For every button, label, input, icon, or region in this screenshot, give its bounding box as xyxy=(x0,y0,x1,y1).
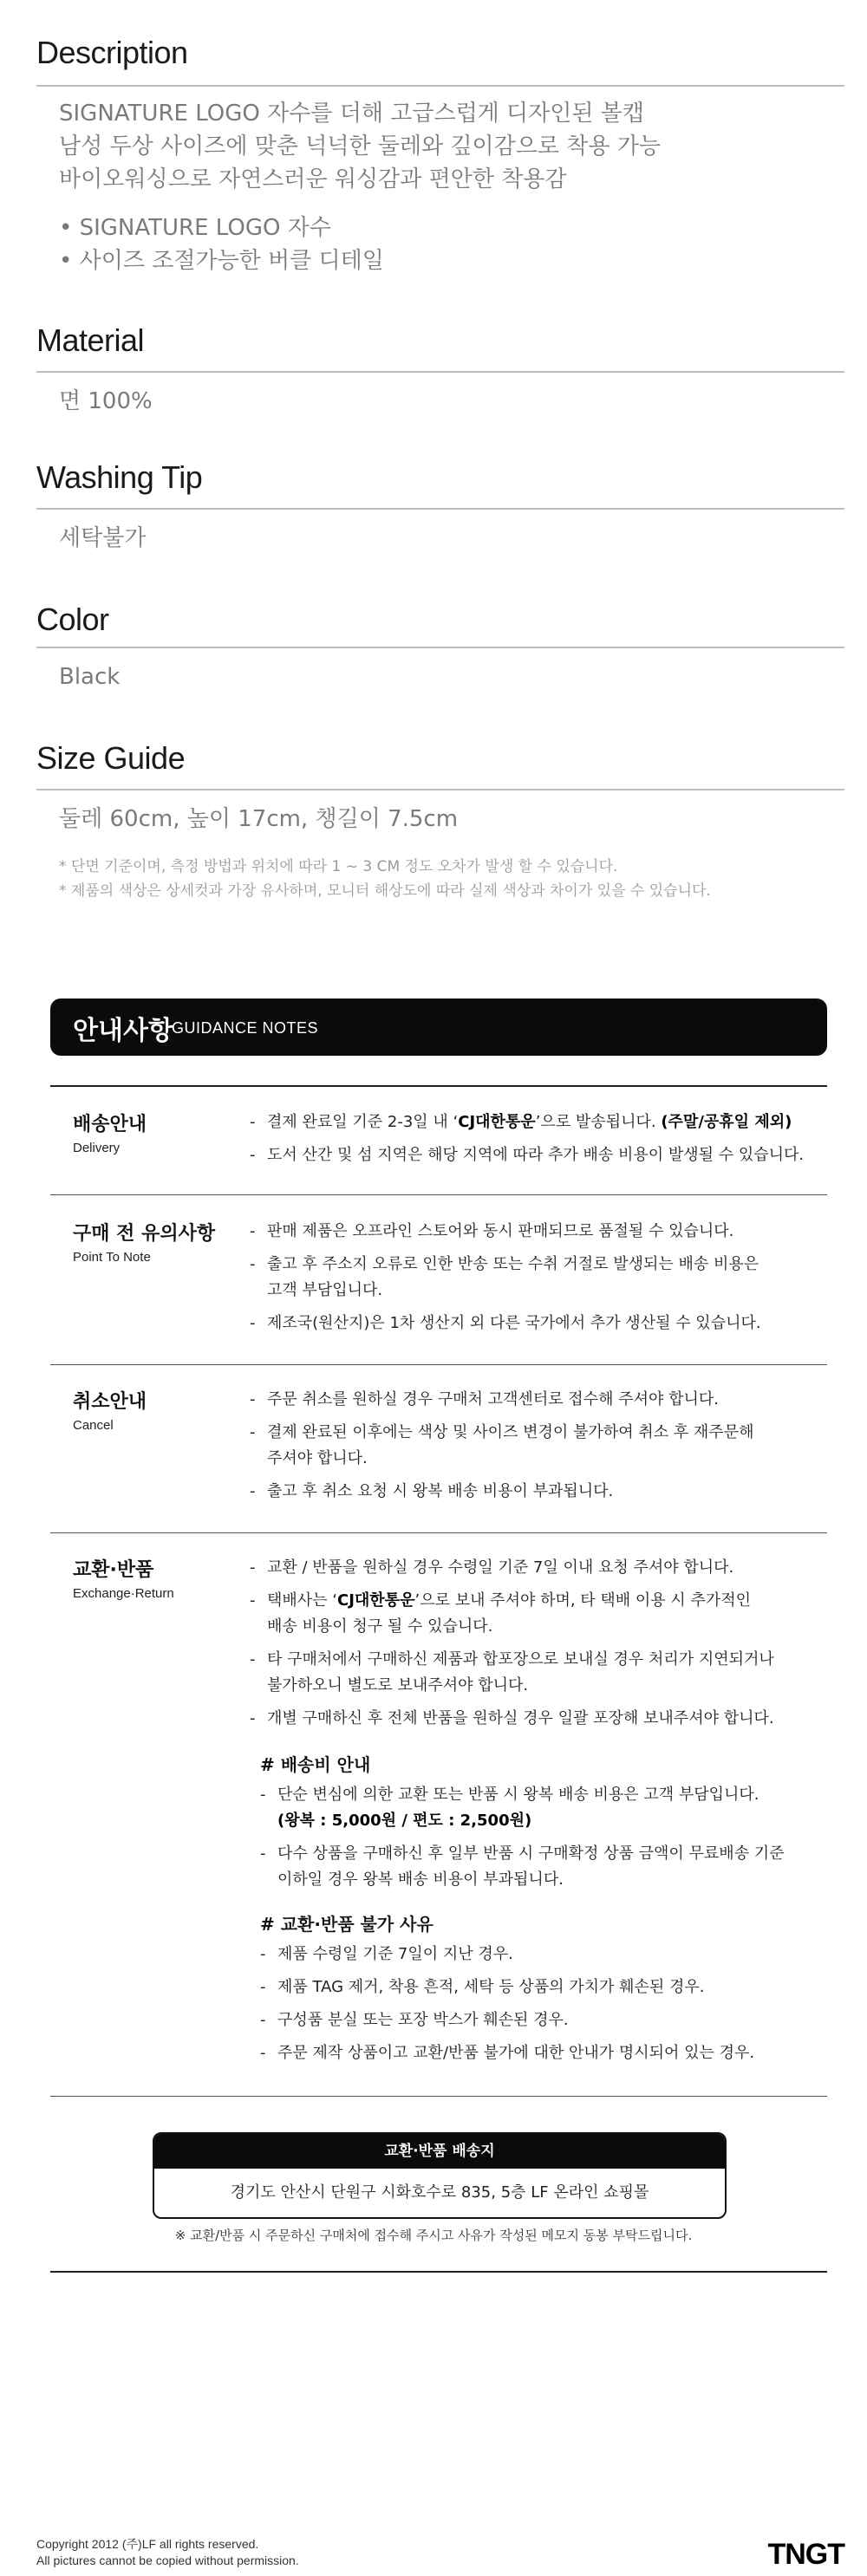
delivery-item-1: - 결제 완료일 기준 2-3일 내 ‘CJ대한통운’으로 발송됩니다. (주말/공휴일 제외) xyxy=(250,1113,792,1131)
washing-title: Washing Tip xyxy=(36,459,203,495)
description-line-1: SIGNATURE LOGO 자수를 더해 고급스럽게 디자인된 볼캡 xyxy=(59,101,645,127)
shipping-fee-item-1: - 단순 변심에 의한 교환 또는 반품 시 왕복 배송 비용은 고객 부담입니다. (왕복 : 5,000원 / 편도 : 2,500원) xyxy=(260,1786,759,1830)
point-item-3: - 제조국(원산지)은 1차 생산지 외 다른 국가에서 추가 생산될 수 있습니다. xyxy=(250,1314,761,1332)
size-value: 둘레 60cm, 높이 17cm, 챙길이 7.5cm xyxy=(59,806,459,832)
guidance-top-rule xyxy=(50,1085,827,1087)
size-note-2: * 제품의 색상은 상세컷과 가장 유사하며, 모니터 해상도에 따라 실제 색상과 차이가 있을 수 있습니다. xyxy=(59,882,711,900)
delivery-subtitle: Delivery xyxy=(73,1141,121,1155)
size-divider xyxy=(36,789,844,790)
description-divider xyxy=(36,85,844,87)
cancel-item-1: - 주문 취소를 원하실 경우 구매처 고객센터로 접수해 주셔야 합니다. xyxy=(250,1390,719,1408)
no-return-heading: # 교환·반품 불가 사유 xyxy=(260,1914,434,1935)
row-divider xyxy=(50,1532,827,1533)
row-divider xyxy=(50,1364,827,1365)
material-value: 면 100% xyxy=(59,388,153,414)
size-note-1: * 단면 기준이며, 측정 방법과 위치에 따라 1 ~ 3 CM 정도 오차가 발생 할 수 있습니다. xyxy=(59,858,618,875)
shipping-fee-item-2: - 다수 상품을 구매하신 후 일부 반품 시 구매확정 상품 금액이 무료배송 기준 이하일 경우 왕복 배송 비용이 부과됩니다. xyxy=(260,1844,785,1889)
guidance-banner xyxy=(50,999,827,1056)
exchange-item-2: - 택배사는 ‘CJ대한통운’으로 보내 주셔야 하며, 타 택배 이용 시 추가적인 배송 비용이 청구 될 수 있습니다. xyxy=(250,1591,752,1636)
cancel-subtitle: Cancel xyxy=(73,1418,114,1433)
material-title: Material xyxy=(36,322,145,358)
shipping-fee-heading: # 배송비 안내 xyxy=(260,1754,371,1775)
no-return-item-3: - 구성품 분실 또는 포장 박스가 훼손된 경우. xyxy=(260,2011,569,2029)
cancel-item-3: - 출고 후 취소 요청 시 왕복 배송 비용이 부과됩니다. xyxy=(250,1482,614,1500)
description-title: Description xyxy=(36,35,188,70)
washing-divider xyxy=(36,508,844,510)
point-subtitle: Point To Note xyxy=(73,1250,151,1265)
copyright-line-2: All pictures cannot be copied without permission. xyxy=(36,2553,299,2567)
guidance-title-en: GUIDANCE NOTES xyxy=(172,1019,319,1037)
no-return-item-1: - 제품 수령일 기준 7일이 지난 경우. xyxy=(260,1945,513,1963)
color-title: Color xyxy=(36,602,109,637)
copyright-line-1: Copyright 2012 (주)LF all rights reserved. xyxy=(36,2537,259,2551)
return-address-note: ※ 교환/반품 시 주문하신 구매처에 접수해 주시고 사유가 작성된 메모지 동봉 부탁드립니다. xyxy=(174,2228,693,2243)
return-address-value: 경기도 안산시 단원구 시화호수로 835, 5층 LF 온라인 쇼핑몰 xyxy=(230,2183,649,2202)
exchange-subtitle: Exchange·Return xyxy=(73,1586,174,1601)
size-title: Size Guide xyxy=(36,740,186,776)
exchange-title: 교환·반품 xyxy=(73,1559,154,1581)
material-divider xyxy=(36,371,844,373)
row-divider xyxy=(50,1194,827,1195)
description-bullet-2: • 사이즈 조절가능한 버클 디테일 xyxy=(59,248,384,274)
cancel-item-2: - 결제 완료된 이후에는 색상 및 사이즈 변경이 불가하여 취소 후 재주문해 주셔야 합니다. xyxy=(250,1423,754,1467)
color-value: Black xyxy=(59,664,121,690)
return-address-title: 교환·반품 배송지 xyxy=(154,2134,725,2169)
point-title: 구매 전 유의사항 xyxy=(73,1223,216,1245)
description-line-3: 바이오워싱으로 자연스러운 워싱감과 편안한 착용감 xyxy=(59,166,567,192)
description-bullet-1: • SIGNATURE LOGO 자수 xyxy=(59,215,331,241)
point-item-2: - 출고 후 주소지 오류로 인한 반송 또는 수취 거절로 발생되는 배송 비용은 고객 부담입니다. xyxy=(250,1255,759,1299)
description-line-2: 남성 두상 사이즈에 맞춘 넉넉한 둘레와 깊이감으로 착용 가능 xyxy=(59,133,662,159)
exchange-item-4: - 개별 구매하신 후 전체 반품을 원하실 경우 일괄 포장해 보내주셔야 합니다. xyxy=(250,1709,774,1727)
no-return-item-4: - 주문 제작 상품이고 교환/반품 불가에 대한 안내가 명시되어 있는 경우. xyxy=(260,2044,755,2062)
exchange-item-3: - 타 구매처에서 구매하신 제품과 합포장으로 보내실 경우 처리가 지연되거나 불가하오니 별도로 보내주셔야 합니다. xyxy=(250,1650,774,1695)
exchange-item-1: - 교환 / 반품을 원하실 경우 수령일 기준 7일 이내 요청 주셔야 합니다. xyxy=(250,1558,734,1577)
guidance-title-ko: 안내사항 xyxy=(73,1016,173,1046)
delivery-title: 배송안내 xyxy=(73,1114,147,1135)
cancel-title: 취소안내 xyxy=(73,1391,147,1413)
copyright xyxy=(36,2536,299,2569)
brand-logo: TNGT xyxy=(767,2538,844,2571)
guidance-bottom-rule xyxy=(50,2271,827,2273)
no-return-item-2: - 제품 TAG 제거, 착용 흔적, 세탁 등 상품의 가치가 훼손된 경우. xyxy=(260,1978,705,1996)
row-divider xyxy=(50,2096,827,2097)
point-item-1: - 판매 제품은 오프라인 스토어와 동시 판매되므로 품절될 수 있습니다. xyxy=(250,1222,734,1240)
delivery-item-2: - 도서 산간 및 섬 지역은 해당 지역에 따라 추가 배송 비용이 발생될 수 있습니다. xyxy=(250,1146,805,1164)
color-divider xyxy=(36,647,844,648)
return-address-box xyxy=(153,2132,727,2219)
washing-value: 세탁불가 xyxy=(59,525,147,551)
